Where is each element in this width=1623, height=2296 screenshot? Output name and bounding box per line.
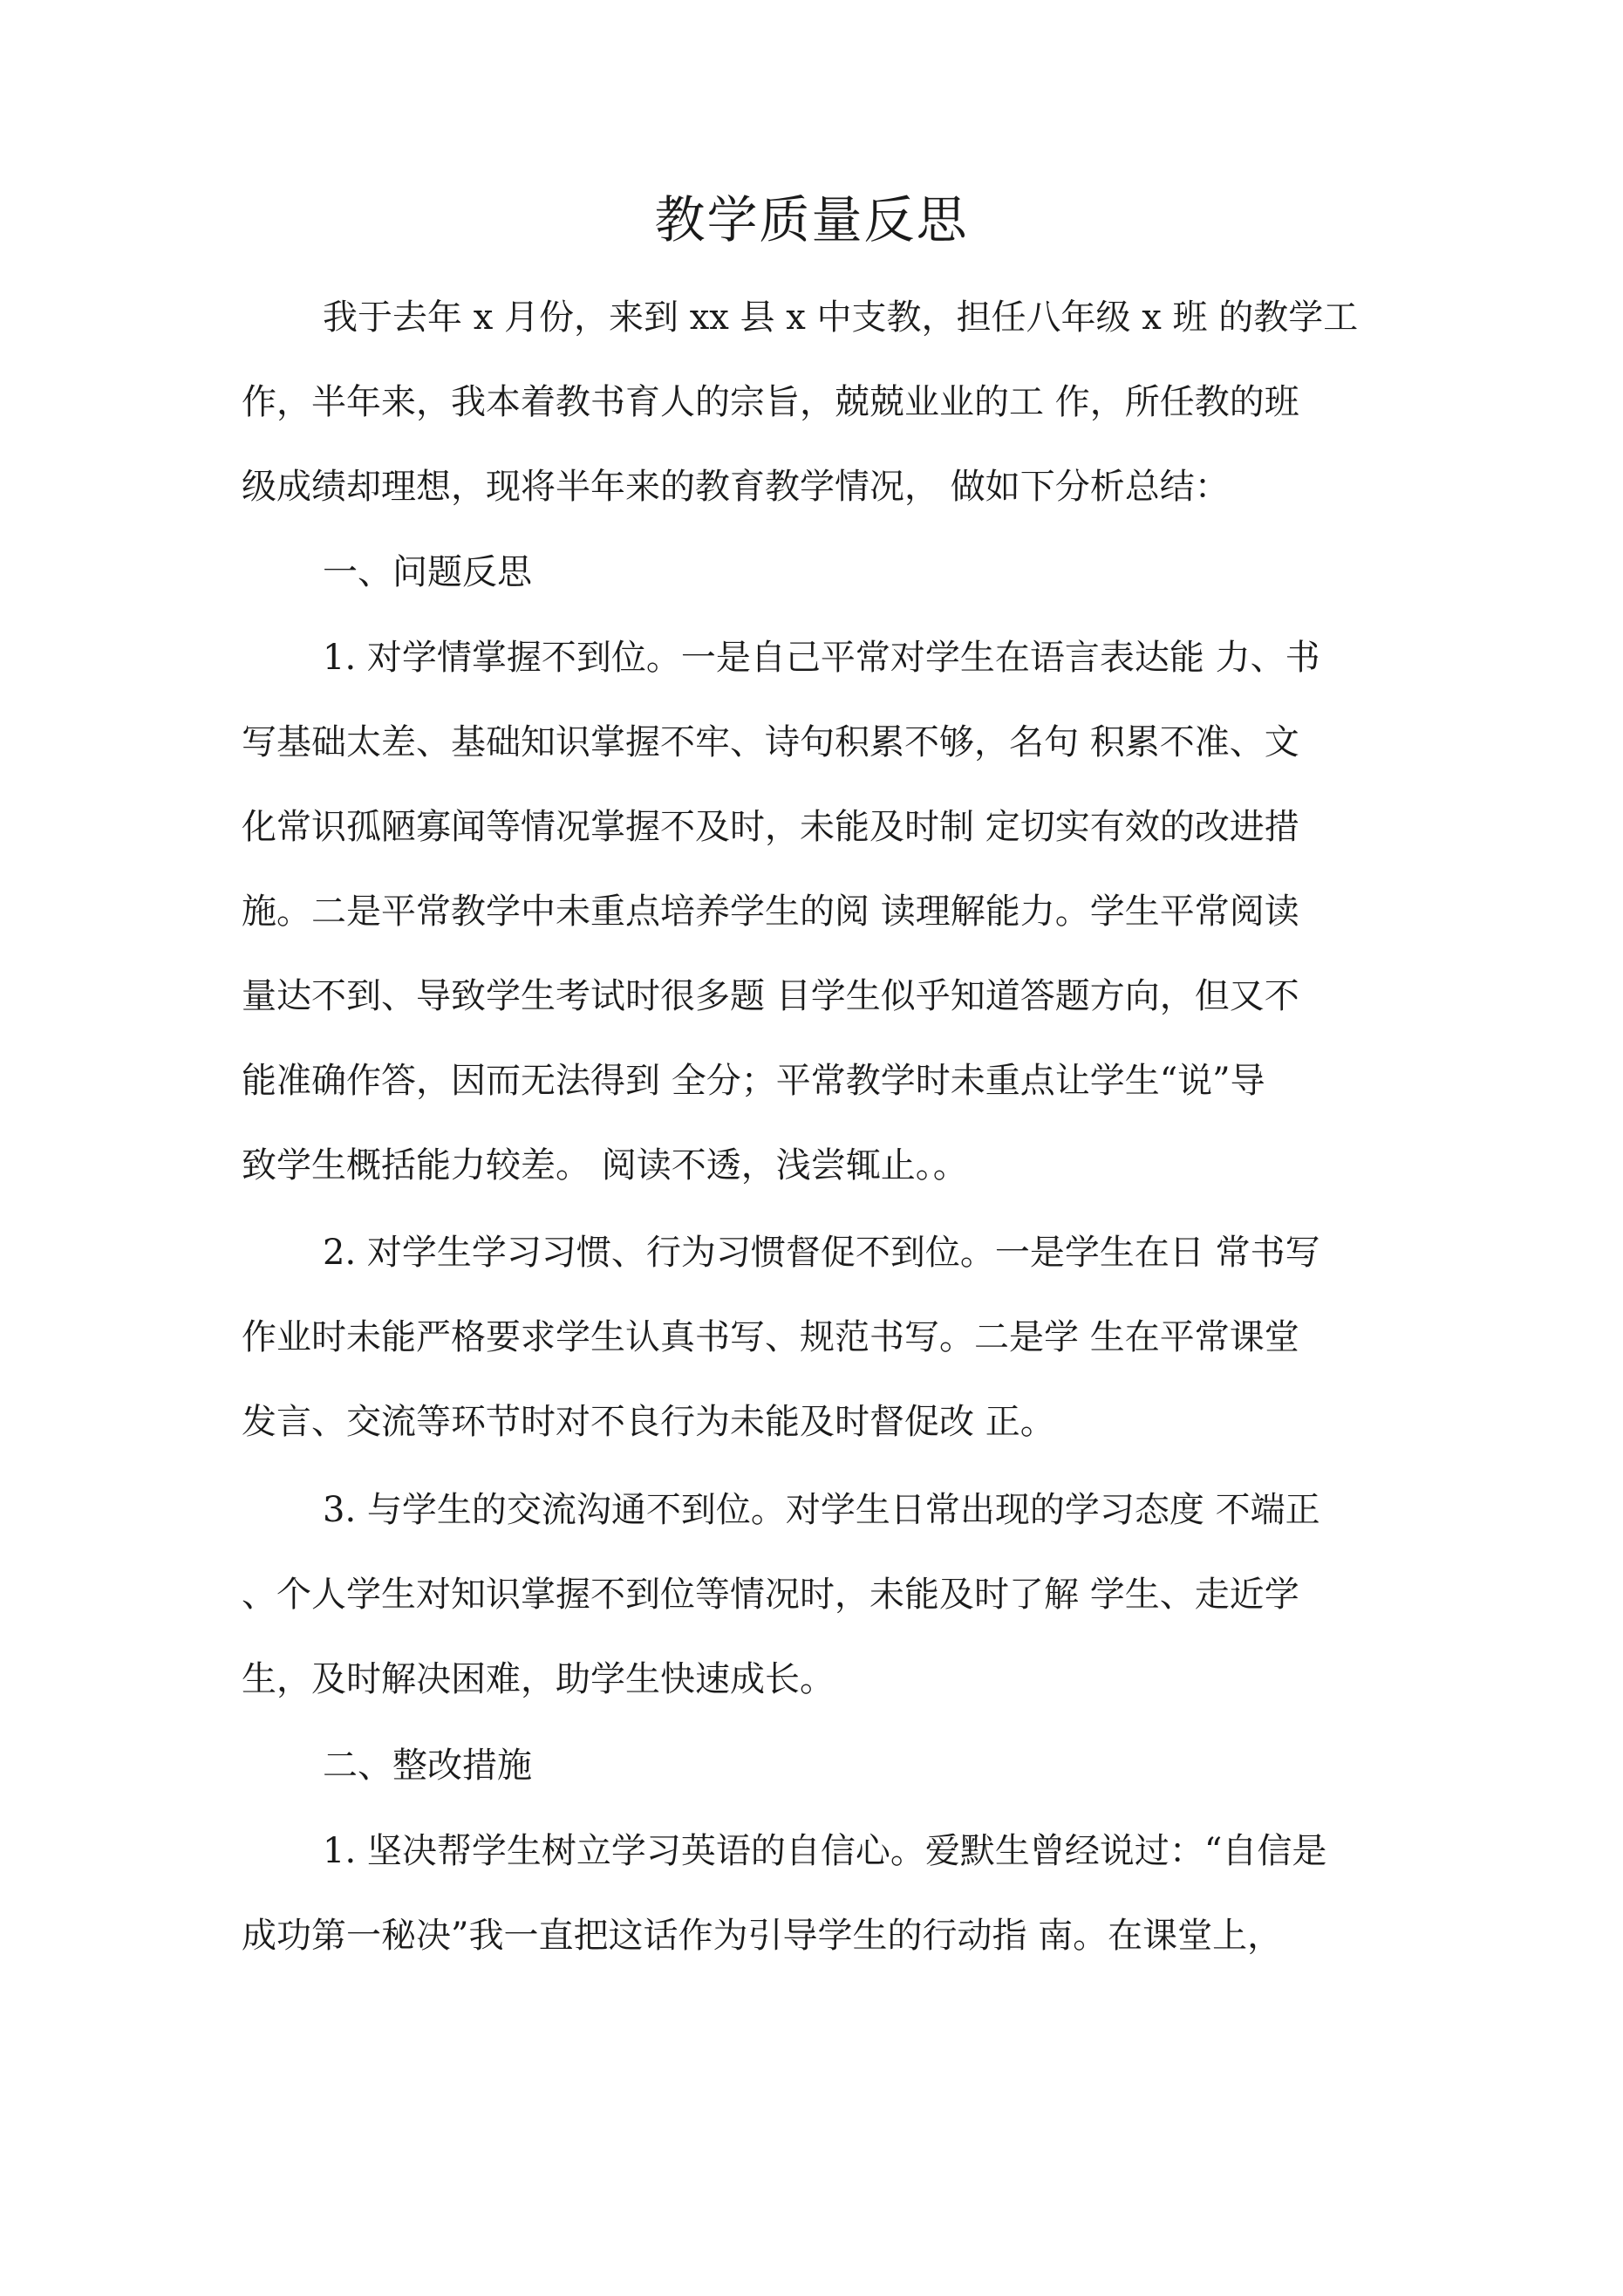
body-line: 生，及时解决困难，助学生快速成长。 [242, 1659, 835, 1699]
body-line: 3. 与学生的交流沟通不到位。对学生日常出现的学习态度 不端正 [323, 1490, 1320, 1530]
body-line: 化常识孤陋寡闻等情况掌握不及时，未能及时制 定切实有效的改进措 [242, 807, 1299, 847]
body-line: 作业时未能严格要求学生认真书写、规范书写。二是学 生在平常课堂 [242, 1317, 1299, 1357]
body-line: 施。二是平常教学中未重点培养学生的阅 读理解能力。学生平常阅读 [242, 892, 1299, 932]
body-line: 成功第一秘决”我一直把这话作为引导学生的行动指 南。在课堂上， [242, 1916, 1283, 1956]
body-line: 能准确作答，因而无法得到 全分；平常教学时未重点让学生“说”导 [242, 1061, 1265, 1101]
body-line: 量达不到、导致学生考试时很多题 目学生似乎知道答题方向，但又不 [242, 976, 1299, 1016]
body-line: 1. 坚决帮学生树立学习英语的自信心。爱默生曾经说过：“自信是 [323, 1831, 1327, 1871]
body-line: 2. 对学生学习习惯、行为习惯督促不到位。一是学生在日 常书写 [323, 1233, 1320, 1273]
body-line: 发言、交流等环节时对不良行为未能及时督促改 正。 [242, 1402, 1055, 1442]
body-line: 写基础太差、基础知识掌握不牢、诗句积累不够，名句 积累不准、文 [242, 722, 1299, 762]
document-title: 教学质量反思 [654, 190, 969, 249]
body-line: 级成绩却理想，现将半年来的教育教学情况， 做如下分析总结： [242, 467, 1230, 507]
body-line: 我于去年 x 月份，来到 xx 县 x 中支教，担任八年级 x 班 的教学工 [323, 297, 1359, 338]
section-heading-problems: 一、问题反思 [323, 552, 532, 592]
body-line: 作，半年来，我本着教书育人的宗旨，兢兢业业的工 作，所任教的班 [242, 382, 1299, 422]
body-line: 1. 对学情掌握不到位。一是自己平常对学生在语言表达能 力、书 [323, 638, 1320, 678]
section-heading-measures: 二、整改措施 [323, 1746, 532, 1786]
body-line: 、个人学生对知识掌握不到位等情况时，未能及时了解 学生、走近学 [242, 1575, 1299, 1615]
body-line: 致学生概括能力较差。 阅读不透，浅尝辄止。。 [242, 1145, 968, 1186]
